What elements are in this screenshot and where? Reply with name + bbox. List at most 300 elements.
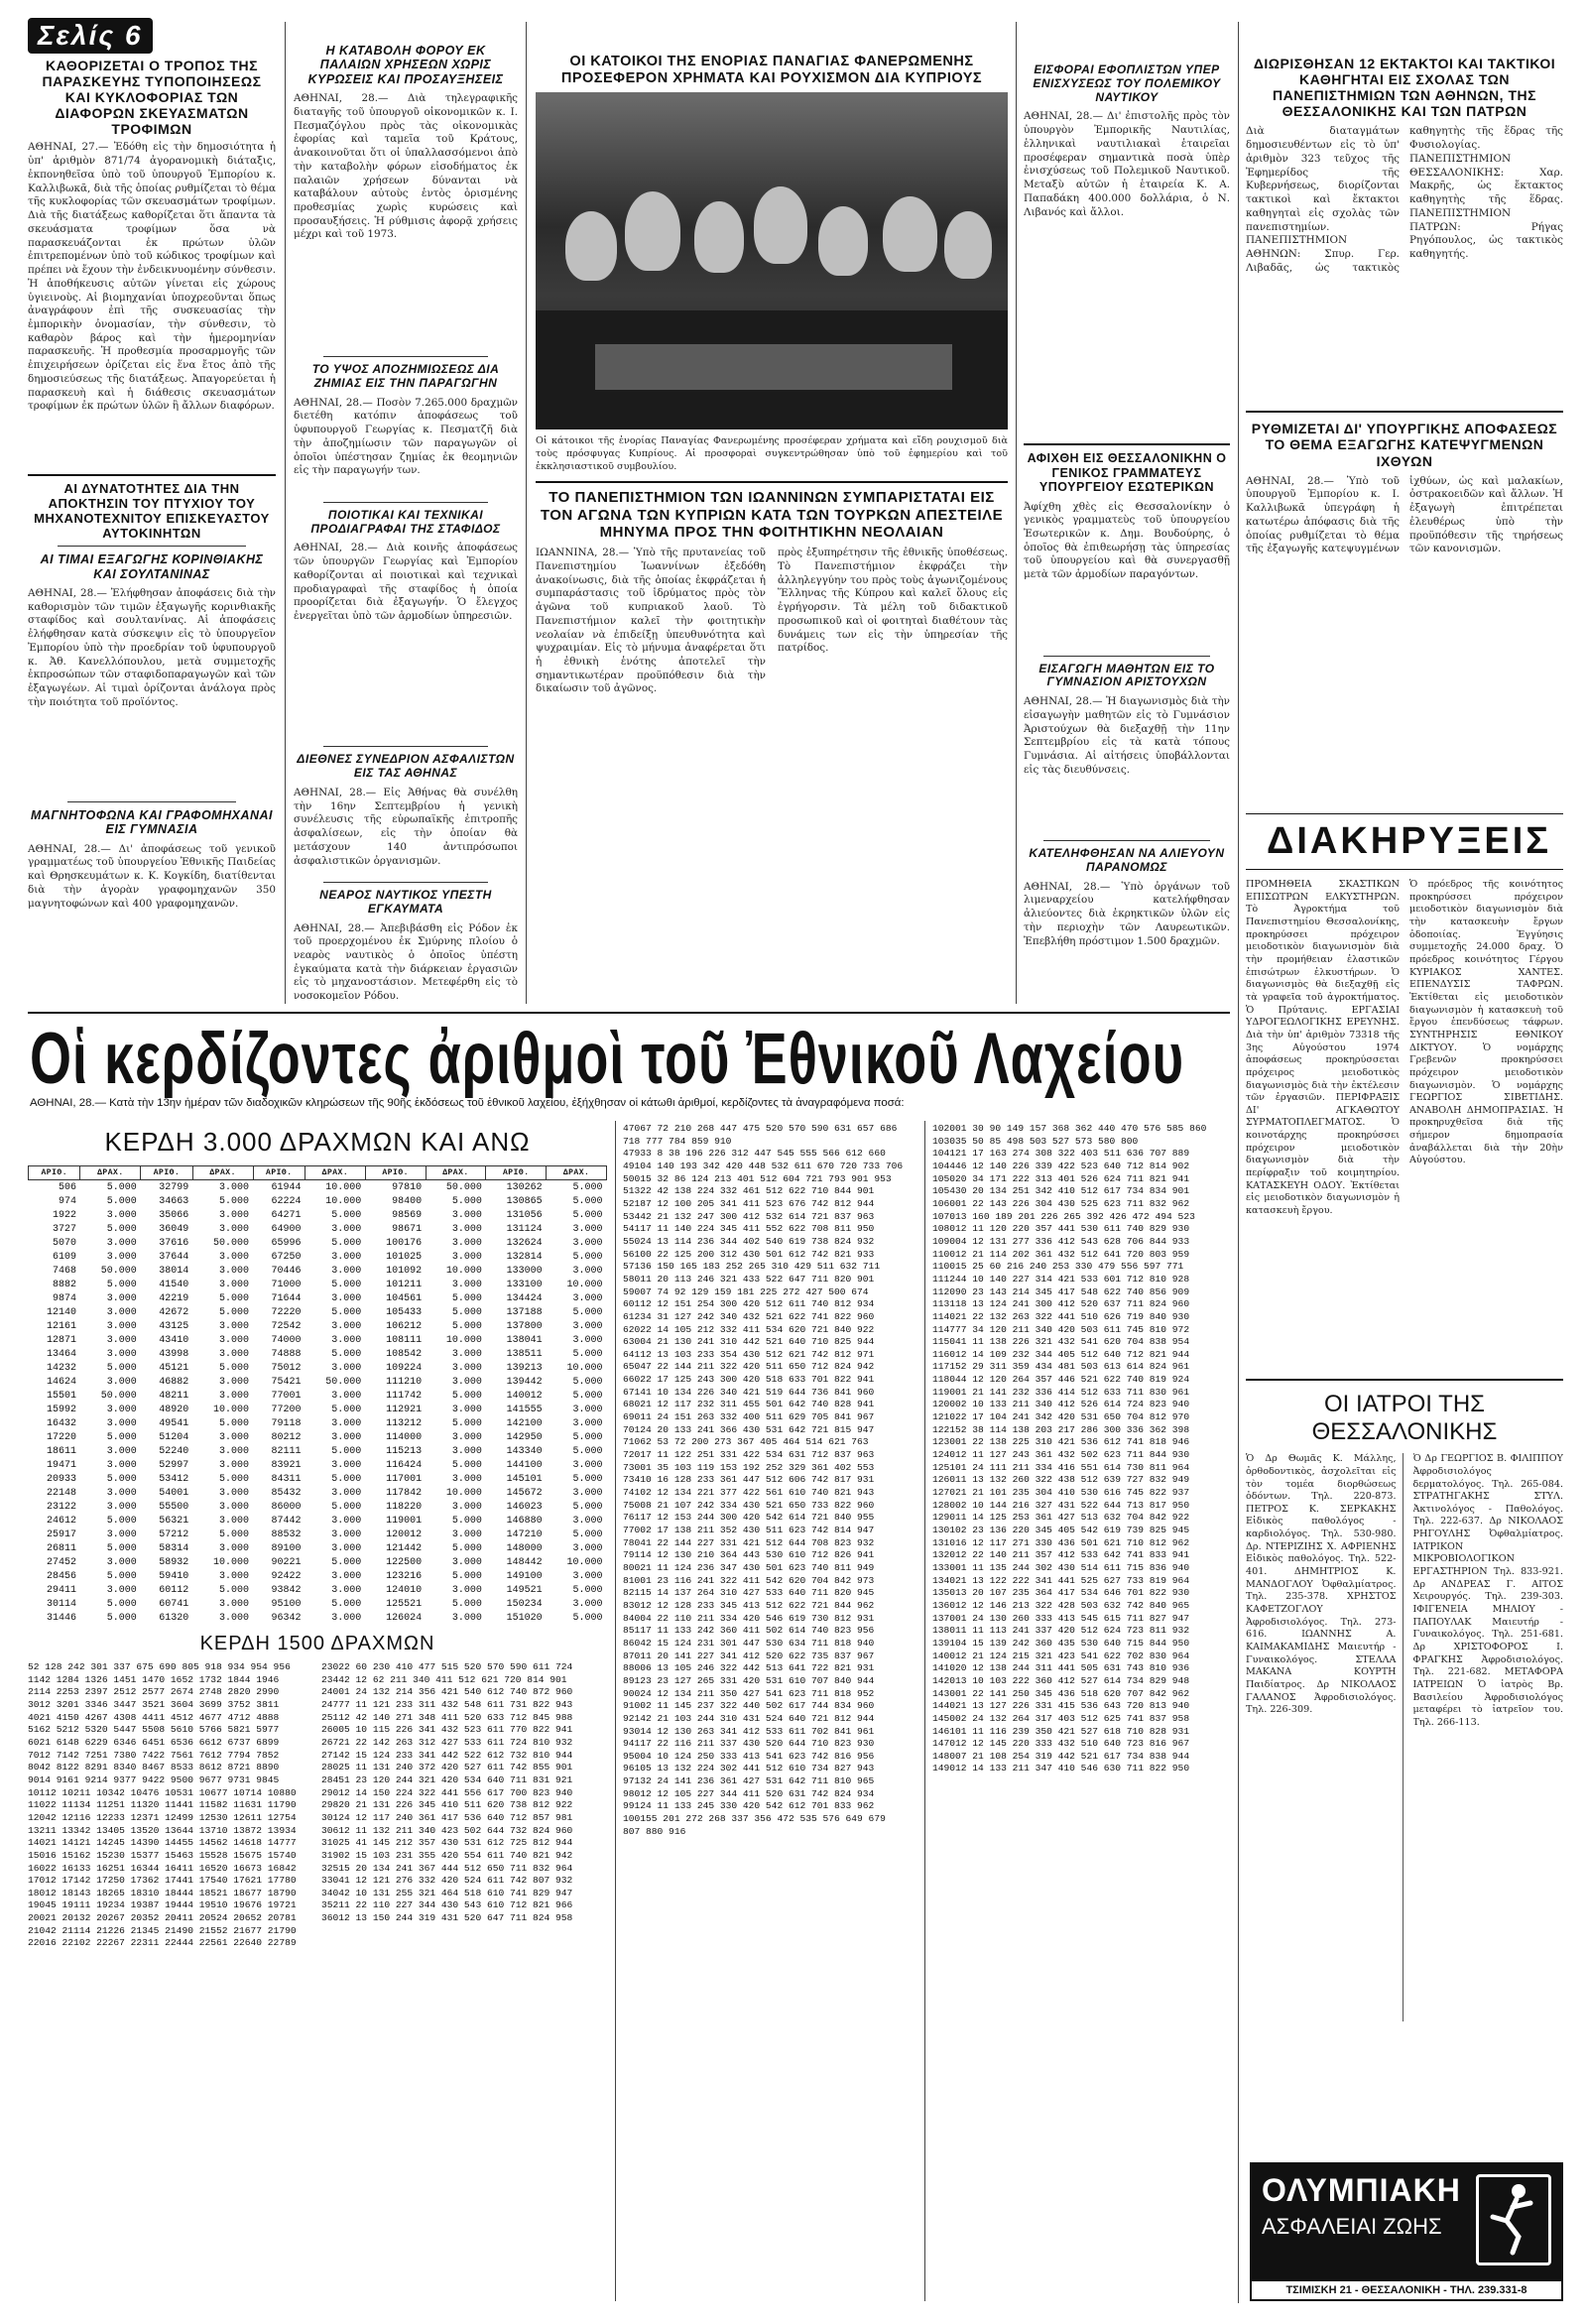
prize-amount: 3.000 xyxy=(451,1348,482,1360)
prize-amount: 3.000 xyxy=(331,1515,362,1527)
prize-amount: 5.000 xyxy=(106,1598,137,1610)
prize-amount: 3.000 xyxy=(572,1542,603,1554)
prize-amount: 5.000 xyxy=(219,1195,250,1207)
story-body: ΑΘΗΝΑΙ, 28.— Εἰς Ἀθήνας θὰ συνέλθη τὴν 16ην Σεπτεμβρίου ἡ γενικὴ συνέλευσις τῆς εὐρωπαϊκῆς ἐπιτροπῆς ἀσφαλίσεων, εἰς τὴν ὁποίαν θὰ μετάσχουν 140 ἀντιπρόσωποι ἀσφαλιστικῶν ὀργανισμῶν. xyxy=(294,786,518,867)
story-headline: ΜΑΓΝΗΤΟΦΩΝΑ ΚΑΙ ΓΡΑΦΟΜΗΧΑΝΑΙ ΕΙΣ ΓΥΜΝΑΣΙΑ xyxy=(30,807,274,837)
ticket-number: 34663 xyxy=(159,1195,189,1207)
ticket-number: 138041 xyxy=(506,1334,543,1346)
prize-amount: 10.000 xyxy=(213,1404,250,1415)
table-row xyxy=(29,1208,607,1222)
prize-amount: 3.000 xyxy=(219,1487,250,1499)
ticket-number: 67250 xyxy=(271,1251,302,1263)
prize-amount: 5.000 xyxy=(219,1529,250,1540)
prize-amount: 3.000 xyxy=(331,1251,362,1263)
ad-brand: ΟΛΥΜΠΙΑΚΗ xyxy=(1262,2172,1461,2208)
ticket-number: 3727 xyxy=(52,1223,76,1235)
prize-amount: 10.000 xyxy=(566,1279,603,1290)
number-block: 102001 30 90 149 157 368 362 440 470 576 585 860 103035 50 85 498 503 527 573 580 800 104121 17 163 274 308 322 403 511 636 707 889 104446 12 140 226 339 422 523 640 712 814 902 105020 34 171 222 313 401 526 624 711 821 941 105430 20 134 251 342 410 512 617 734 834 901 106001 22 143 226 304 430 525 623 711 832 962 107013 160 189 201 226 265 392 426 472 494 523 108012 11 120 220 357 441 530 611 740 829 930 109004 12 131 277 336 412 543 628 706 844 933 110012 21 114 202 361 432 512 641 720 803 959 110015 25 60 216 240 253 330 479 556 597 771 111244 10 140 227 314 421 533 601 712 810 928 112090 23 143 214 345 417 548 622 740 856 909 113118 13 124 241 300 412 520 637 711 824 960 114021 22 132 263 322 441 510 626 719 840 930 114777 34 120 211 340 420 503 611 745 810 972 115041 11 138 226 321 432 541 620 704 838 954 116012 14 109 232 344 405 512 640 712 821 944 117152 29 311 359 434 481 503 613 614 824 961 118044 12 120 264 357 446 521 622 740 819 924 119001 21 141 232 336 414 512 633 711 830 961 120002 10 133 211 340 412 526 614 724 823 940 121022 17 104 241 342 420 531 650 704 812 970 122152 38 114 138 203 217 286 300 336 362 398 123001 22 138 225 310 421 536 612 741 818 946 124012 11 127 243 361 432 502 623 711 844 930 125101 24 111 211 334 416 551 614 730 811 964 126011 13 132 260 322 438 512 639 727 832 949 127021 21 101 235 304 410 530 616 745 822 937 128002 10 144 216 327 431 522 644 713 817 950 129011 14 125 253 361 427 513 632 704 842 922 130102 23 136 220 345 405 542 619 739 825 945 131016 12 117 271 330 436 501 621 710 812 962 132012 22 140 211 357 412 533 642 741 833 941 133001 11 135 244 302 430 514 611 715 836 940 134021 13 122 222 341 441 525 627 733 819 964 135013 20 107 235 364 417 534 646 701 822 930 136012 12 146 213 322 428 503 632 742 840 965 137001 24 130 260 333 413 545 615 711 827 947 138011 11 113 241 337 420 512 624 723 811 932 139104 15 139 242 360 435 530 640 715 844 950 140012 21 124 215 321 423 541 622 702 830 964 141020 12 138 244 311 441 505 631 743 810 936 142013 10 103 222 360 412 527 614 734 829 948 143001 22 141 250 345 436 518 620 707 842 962 144021 13 127 226 331 415 536 643 720 813 940 145002 24 132 264 317 403 512 625 741 837 958 146101 11 116 239 350 421 527 618 710 828 931 147012 12 145 220 333 432 510 640 723 816 967 148007 21 108 254 319 442 521 617 734 838 944 149012 14 133 211 347 410 546 630 711 822 950 xyxy=(932,1123,1207,1774)
ticket-number: 52240 xyxy=(159,1445,189,1457)
prize-amount: 3.000 xyxy=(572,1237,603,1249)
ticket-number: 145672 xyxy=(506,1487,543,1499)
ticket-number: 134424 xyxy=(506,1292,543,1304)
ticket-number: 132814 xyxy=(506,1251,543,1263)
ticket-number: 43998 xyxy=(159,1348,189,1360)
lottery-numbers-2 xyxy=(623,1123,916,2303)
prize-amount: 3.000 xyxy=(106,1209,137,1221)
story-headline: Η ΚΑΤΑΒΟΛΗ ΦΟΡΟΥ ΕΚ ΠΑΛΑΙΩΝ ΧΡΗΣΕΩΝ ΧΩΡΙΣ ΚΥΡΩΣΕΙΣ ΚΑΙ ΠΡΟΣΑΥΞΗΣΕΙΣ xyxy=(307,44,504,86)
ticket-number: 79118 xyxy=(271,1417,302,1429)
ticket-number: 146023 xyxy=(506,1501,543,1513)
table-row xyxy=(29,1583,607,1597)
prize-amount: 50.000 xyxy=(100,1265,137,1277)
prize-amount: 3.000 xyxy=(331,1362,362,1374)
ticket-number: 7468 xyxy=(52,1265,76,1277)
prize-amount: 10.000 xyxy=(325,1195,362,1207)
ticket-number: 56321 xyxy=(159,1515,189,1527)
prize-amount: 5.000 xyxy=(572,1306,603,1318)
prize-amount: 5.000 xyxy=(451,1390,482,1402)
prize-amount: 5.000 xyxy=(219,1417,250,1429)
ticket-number: 77200 xyxy=(271,1404,302,1415)
ticket-number: 58932 xyxy=(159,1556,189,1568)
prize-amount: 3.000 xyxy=(331,1529,362,1540)
ticket-number: 151020 xyxy=(506,1612,543,1624)
ticket-number: 9874 xyxy=(52,1292,76,1304)
ticket-number: 93842 xyxy=(271,1584,302,1596)
ticket-number: 75421 xyxy=(271,1376,302,1388)
ticket-number: 20933 xyxy=(46,1473,76,1485)
prize-amount: 5.000 xyxy=(106,1181,137,1193)
ticket-number: 61944 xyxy=(271,1181,302,1193)
ticket-number: 142950 xyxy=(506,1431,543,1443)
prize-amount: 10.000 xyxy=(325,1181,362,1193)
prize-amount: 3.000 xyxy=(219,1251,250,1263)
table-row xyxy=(29,1403,607,1416)
prize-amount: 5.000 xyxy=(219,1473,250,1485)
ticket-number: 31446 xyxy=(46,1612,76,1624)
ticket-number: 97810 xyxy=(392,1181,423,1193)
prize-amount: 3.000 xyxy=(572,1515,603,1527)
ticket-number: 140012 xyxy=(506,1390,543,1402)
prize-amount: 5.000 xyxy=(572,1612,603,1624)
ticket-number: 144100 xyxy=(506,1459,543,1471)
ticket-number: 17220 xyxy=(46,1431,76,1443)
ticket-number: 64271 xyxy=(271,1209,302,1221)
story-headline: ΡΥΘΜΙΖΕΤΑΙ ΔΙ' ΥΠΟΥΡΓΙΚΗΣ ΑΠΟΦΑΣΕΩΣ ΤΟ ΘΕΜΑ ΕΞΑΓΩΓΗΣ ΚΑΤΕΨΥΓΜΕΝΩΝ ΙΧΘΥΩΝ xyxy=(1251,421,1558,469)
ticket-number: 59410 xyxy=(159,1570,189,1582)
ticket-number: 51204 xyxy=(159,1431,189,1443)
table-row xyxy=(29,1250,607,1264)
prize-amount: 10.000 xyxy=(566,1362,603,1374)
ticket-number: 65996 xyxy=(271,1237,302,1249)
ticket-number: 506 xyxy=(58,1181,76,1193)
ticket-number: 74000 xyxy=(271,1334,302,1346)
prize-amount: 5.000 xyxy=(451,1292,482,1304)
table-row xyxy=(29,1319,607,1333)
prize-amount: 5.000 xyxy=(331,1473,362,1485)
prize-amount: 3.000 xyxy=(331,1390,362,1402)
ticket-number: 29411 xyxy=(46,1584,76,1596)
story-body: Διὰ διαταγμάτων δημοσιευθέντων εἰς τὸ ὑπ' ἀριθμὸν 323 τεῦχος τῆς Ἐφημερίδος τῆς Κυβερνήσεως, διορίζονται τακτικοὶ καὶ ἔκτακτοι καθηγηταὶ εἰς σχολὰς τῶν πανεπιστημίων. ΠΑΝΕΠΙΣΤΗΜΙΟΝ ΑΘΗΝΩΝ: Σπυρ. Γερ. Λιβαδᾶς, ὡς τακτικὸς καθηγητὴς τῆς ἕδρας τῆς Φυσιολογίας. ΠΑΝΕΠΙΣΤΗΜΙΟΝ ΘΕΣΣΑΛΟΝΙΚΗΣ: Χαρ. Μακρῆς, ὡς ἔκτακτος καθηγητὴς τῆς ἕδρας. ΠΑΝΕΠΙΣΤΗΜΙΟΝ ΠΑΤΡΩΝ: Ρήγας Ρηγόπουλος, ὡς τακτικὸς καθηγητής. xyxy=(1246,125,1563,274)
prize-amount: 3.000 xyxy=(106,1501,137,1513)
story-headline: ΝΕΑΡΟΣ ΝΑΥΤΙΚΟΣ ΥΠΕΣΤΗ ΕΓΚΑΥΜΑΤΑ xyxy=(319,887,492,916)
prize-amount: 50.000 xyxy=(100,1390,137,1402)
lottery-title: Οἱ κερδίζοντες ἀριθμοὶ τοῦ Ἐθνικοῦ Λαχείου xyxy=(30,1019,1185,1100)
prize-amount: 3.000 xyxy=(451,1431,482,1443)
story-body: ΙΩΑΝΝΙΝΑ, 28.— Ὑπὸ τῆς πρυτανείας τοῦ Πανεπιστημίου Ἰωαννίνων ἐξεδόθη ἀνακοίνωσις, διὰ τῆς ὁποίας ἐκφράζεται ἡ συμπαράστασις τοῦ ἱδρύματος πρὸς τὸν ἀγῶνα τοῦ κυπριακοῦ λαοῦ. Τὸ Πανεπιστήμιον καλεῖ τὴν φοιτητικὴν νεολαίαν νὰ ἐπιδείξῃ ὑπευθυνότητα καὶ ψυχραιμίαν. Εἰς τὸ μήνυμα ἀναφέρεται ὅτι ἡ ἐθνικὴ ἑνότης ἀποτελεῖ τὴν σημαντικωτέραν προϋπόθεσιν διὰ τὴν δικαίωσιν τοῦ ἀγῶνος. xyxy=(536,547,766,695)
prize-amount: 5.000 xyxy=(331,1445,362,1457)
prize-amount: 5.000 xyxy=(572,1501,603,1513)
ticket-number: 92422 xyxy=(271,1570,302,1582)
ticket-number: 8882 xyxy=(52,1279,76,1290)
prize-amount: 3.000 xyxy=(106,1417,137,1429)
prize-amount: 10.000 xyxy=(445,1334,482,1346)
table-row xyxy=(29,1486,607,1500)
ticket-number: 149100 xyxy=(506,1570,543,1582)
ticket-number: 84311 xyxy=(271,1473,302,1485)
ticket-number: 122500 xyxy=(386,1556,423,1568)
story-body: ΑΘΗΝΑΙ, 28.— Ποσὸν 7.265.000 δραχμῶν διετέθη κατόπιν ἀποφάσεως τοῦ ὑφυπουργοῦ Γεωργίας κ. Πεσματζῆ διὰ τὴν ἀποζημίωσιν τῶν παραγωγῶν οἱ ὁποῖοι ὑπέστησαν ζημίας ἐκ θεομηνιῶν εἰς τὴν παραγωγήν των. xyxy=(294,396,518,477)
ticket-number: 13464 xyxy=(46,1348,76,1360)
prize-amount: 5.000 xyxy=(572,1584,603,1596)
story-body: ΑΘΗΝΑΙ, 28.— Διὰ τηλεγραφικῆς διαταγῆς τοῦ ὑπουργοῦ οἰκονομικῶν κ. Ι. Πεσμαζόγλου πρὸς τὰς οἰκονομικὰς ἐφορίας καὶ ταμεῖα τοῦ Κράτους, ἀνακοινοῦται ὅτι οἱ ὑπαλλασσόμενοι ἀπὸ τὴν καταβολὴν φόρων εἰσοδήματος ἐκ παλαιῶν χρήσεων δύνανται νὰ καταβάλουν αὐτοὺς ἐντὸς ὁρισμένης προθεσμίας χωρὶς κυρώσεις καὶ προσαυξήσεις. Ἡ ρύθμισις ἀφορᾷ χρήσεις μέχρι καὶ τοῦ 1973. xyxy=(294,92,518,241)
prize-amount: 10.000 xyxy=(566,1556,603,1568)
ticket-number: 62224 xyxy=(271,1195,302,1207)
doctors-list: Ὁ Δρ ΓΕΩΡΓΙΟΣ Β. ΦΙΛΙΠΠΟΥ Ἀφροδισιολόγος δερματολόγος. Τηλ. 265-084. ΣΤΡΑΤΗΓΑΚΗΣ ΣΤΥΛ. Ἀκτινολόγος - Παθολόγος. Τηλ. 222-637. Δρ ΝΙΚΟΛΑΟΣ ΡΗΓΟΥΛΗΣ Ὀφθαλμίατρος. ΙΑΤΡΙΚΟΝ ΜΙΚΡΟΒΙΟΛΟΓΙΚΟΝ ΕΡΓΑΣΤΗΡΙΟΝ Τηλ. 833-921. Δρ ΑΝΔΡΕΑΣ Γ. ΑΙΤΟΣ Χειρουργός. Τηλ. 239-303. ΙΦΙΓΕΝΕΙΑ ΜΗΛΙΟΥ - ΠΑΠΟΥΛΑΚ Μαιευτήρ - Γυναικολόγος. Τηλ. 251-681. Δρ ΧΡΙΣΤΟΦΟΡΟΣ Ι. ΦΡΑΓΚΗΣ Ἀφροδισιολόγος. Τηλ. 221-682. ΜΕΤΑΦΟΡΑ ΙΑΤΡΕΙΩΝ Ὁ ἰατρὸς Βρ. Βασιλείου Ἀφροδισιολόγος μεταφέρει τὸ ἰατρεῖον του. Τηλ. 266-113. xyxy=(1412,1453,1563,1728)
ticket-number: 43125 xyxy=(159,1320,189,1332)
ticket-number: 89100 xyxy=(271,1542,302,1554)
story-headline: ΚΑΤΕΛΗΦΘΗΣΑΝ ΝΑ ΑΛΙΕΥΟΥΝ ΠΑΡΑΝΟΜΩΣ xyxy=(1029,846,1225,874)
prizes-header: ΚΕΡΔΗ 3.000 ΔΡΑΧΜΩΝ ΚΑΙ ΑΝΩ xyxy=(104,1127,531,1157)
doctors-title: ΟΙ ΙΑΤΡΟΙ ΤΗΣ ΘΕΣΣΑΛΟΝΙΚΗΣ xyxy=(1311,1391,1498,1445)
ticket-number: 142100 xyxy=(506,1417,543,1429)
prize-amount: 3.000 xyxy=(331,1459,362,1471)
story-body: ΑΘΗΝΑΙ, 28.— Διὰ κοινῆς ἀποφάσεως τῶν ὑπουργῶν Γεωργίας καὶ Ἐμπορίου καθορίζονται αἱ ποιοτικαὶ καὶ τεχνικαὶ προδιαγραφαὶ τῆς σταφίδος ἡ ὁποία προορίζεται διὰ ἐξαγωγήν. Ὁ ἔλεγχος ἐνεργεῖται ὑπὸ τῶν ἁρμοδίων ὑπηρεσιῶν. xyxy=(294,542,518,622)
ticket-number: 101211 xyxy=(386,1279,423,1290)
prize-amount: 3.000 xyxy=(219,1279,250,1290)
notices-banner-label: ΔΙΑΚΗΡΥΞΕΙΣ xyxy=(1246,817,1572,866)
prize-amount: 5.000 xyxy=(331,1348,362,1360)
prize-amount: 3.000 xyxy=(106,1348,137,1360)
prize-amount: 5.000 xyxy=(572,1181,603,1193)
prize-amount: 3.000 xyxy=(451,1529,482,1540)
prize-amount: 5.000 xyxy=(572,1251,603,1263)
ticket-number: 132624 xyxy=(506,1237,543,1249)
ticket-number: 71000 xyxy=(271,1279,302,1290)
prize-amount: 50.000 xyxy=(445,1181,482,1193)
ticket-number: 131124 xyxy=(506,1223,543,1235)
table-row xyxy=(29,1361,607,1375)
ticket-number: 23122 xyxy=(46,1501,76,1513)
prize-amount: 3.000 xyxy=(219,1209,250,1221)
prize-amount: 5.000 xyxy=(451,1542,482,1554)
ticket-number: 15501 xyxy=(46,1390,76,1402)
ticket-number: 113212 xyxy=(386,1417,423,1429)
story-headline: ΤΟ ΠΑΝΕΠΙΣΤΗΜΙΟΝ ΤΩΝ ΙΩΑΝΝΙΝΩΝ ΣΥΜΠΑΡΙΣΤΑΤΑΙ ΕΙΣ ΤΟΝ ΑΓΩΝΑ ΤΩΝ ΚΥΠΡΙΩΝ ΚΑΤΑ ΤΩΝ ΤΟΥΡΚΩΝ ΑΠΕΣΤΕΙΛΕ ΜΗΝΥΜΑ ΠΡΟΣ ΤΗΝ ΦΟΙΤΗΤΙΚΗΝ ΝΕΟΛΑΙΑΝ xyxy=(540,489,1004,541)
prize-amount: 3.000 xyxy=(219,1223,250,1235)
prize-amount: 3.000 xyxy=(451,1376,482,1388)
doctors-list: Ὁ Δρ Θωμᾶς Κ. Μάλλης, ὀρθοδοντικὸς, ἀσχολεῖται εἰς τὸν τομέα διορθώσεως ὀδόντων. Τηλ. 220-873. ΠΕΤΡΟΣ Κ. ΣΕΡΚΑΚΗΣ Εἰδικὸς παθολόγος - καρδιολόγος. Τηλ. 530-980. Δρ. ΝΤΕΡΙΖΙΗΣ Χ. ΑΦΡΙΕΝΗΣ Εἰδικὸς παθολόγος. Τηλ. 522-401. ΔΗΜΗΤΡΙΟΣ Κ. ΜΑΝΔΟΓΛΟΥ Ὀφθαλμίατρος. Τηλ. 235-378. ΧΡΗΣΤΟΣ ΚΑΦΕΤΖΟΓΛΟΥ Ἀφροδισιολόγος. Τηλ. 273-616. ΙΩΑΝΝΗΣ Α. ΚΑΙΜΑΚΑΜΙΔΗΣ Μαιευτήρ - Γυναικολόγος. ΣΤΕΛΛΑ ΜΑΚΑΝΑ ΚΟΥΡΤΗ Παιδίατρος. Δρ ΝΙΚΟΛΑΟΣ ΓΑΛΑΝΟΣ Ἀφροδισιολόγος. Τηλ. 226-309. xyxy=(1246,1453,1404,2021)
column-1 xyxy=(28,18,276,1020)
number-block: 47067 72 210 268 447 475 520 570 590 631 657 686 718 777 784 859 910 47933 8 38 196 226 312 447 545 555 566 612 660 49104 140 193 342 420 448 532 611 670 720 733 706 50015 32 86 124 213 401 512 604 721 793 901 953 51322 42 138 224 332 461 512 622 710 844 901 52187 12 100 205 341 411 523 676 742 812 944 53442 21 132 247 300 412 532 614 721 837 963 54117 11 140 224 345 411 552 622 708 811 950 55024 13 114 236 344 402 540 619 738 824 932 56100 22 125 200 312 430 501 612 742 821 933 57136 150 165 183 252 265 310 429 511 632 711 58011 20 113 246 321 433 522 647 711 820 901 59007 74 92 129 159 181 225 272 427 500 674 60112 12 151 254 300 420 512 611 740 812 934 61234 31 127 242 340 432 521 622 741 822 960 62022 14 105 212 332 411 534 620 721 840 922 63004 21 130 241 310 442 521 640 710 825 944 64112 13 103 233 354 430 512 621 742 812 971 65047 22 144 211 322 420 511 650 712 824 942 66022 17 125 243 300 420 518 633 701 822 941 67141 10 134 226 340 421 519 644 736 841 960 68021 12 117 232 311 455 501 642 740 828 941 69011 24 151 263 332 400 511 629 705 841 967 70124 20 133 241 366 430 531 642 721 815 947 71062 53 72 200 273 367 405 464 514 621 763 72017 11 122 251 331 422 534 631 712 837 963 73001 35 103 119 153 192 252 329 361 402 553 73410 16 128 233 361 447 512 606 742 817 931 74102 12 134 221 377 422 561 610 740 821 943 75008 21 107 242 334 430 521 650 733 822 960 76117 12 153 244 300 420 542 614 721 840 955 77002 17 138 211 352 430 511 623 742 814 947 78041 22 144 227 331 421 512 644 708 823 932 79114 12 130 210 364 443 530 610 712 826 941 80021 11 124 236 347 430 501 623 740 811 949 81001 23 116 241 322 411 542 620 704 842 973 82115 14 137 264 310 427 533 640 711 820 945 83012 12 128 233 345 413 512 622 721 844 962 84004 22 110 211 334 420 546 619 730 812 931 85117 11 133 242 360 411 502 614 740 823 956 86042 15 124 231 301 447 530 634 711 818 940 87011 20 141 227 341 412 520 622 735 837 967 88006 13 105 246 322 442 513 641 722 821 931 89123 23 127 265 331 420 531 610 707 840 944 90024 12 134 211 350 427 541 623 711 818 952 91002 11 145 237 322 440 502 617 744 834 960 92142 21 103 244 310 431 524 640 721 812 944 93014 12 130 263 341 412 533 611 702 841 961 94117 22 116 211 337 430 520 644 710 823 930 95004 10 124 250 333 413 541 623 742 816 956 96105 13 132 224 302 441 512 610 734 827 943 97132 24 141 236 361 427 531 642 711 810 965 98012 12 105 227 344 411 520 631 742 824 934 99124 11 133 245 330 420 542 612 701 833 962 100155 201 272 268 337 356 472 535 576 649 679 807 880 916 xyxy=(623,1123,904,1837)
prize-amount: 3.000 xyxy=(106,1237,137,1249)
ticket-number: 72542 xyxy=(271,1320,302,1332)
ticket-number: 146880 xyxy=(506,1515,543,1527)
ticket-number: 139442 xyxy=(506,1376,543,1388)
prize-amount: 3.000 xyxy=(451,1584,482,1596)
ticket-number: 117001 xyxy=(386,1473,423,1485)
prize-amount: 3.000 xyxy=(219,1390,250,1402)
table-row xyxy=(29,1416,607,1430)
prize-column-header: ΔΡΑΧ. xyxy=(426,1166,486,1180)
table-row xyxy=(29,1278,607,1291)
ticket-number: 36049 xyxy=(159,1223,189,1235)
prize-amount: 3.000 xyxy=(331,1292,362,1304)
ad-logo xyxy=(1476,2174,1551,2265)
ticket-number: 125521 xyxy=(386,1598,423,1610)
table-row xyxy=(29,1500,607,1514)
prize-table xyxy=(28,1165,607,1625)
story-headline: ΤΟ ΥΨΟΣ ΑΠΟΖΗΜΙΩΣΕΩΣ ΔΙΑ ΖΗΜΙΑΣ ΕΙΣ ΤΗΝ ΠΑΡΑΓΩΓΗΝ xyxy=(311,362,500,390)
table-row xyxy=(29,1472,607,1486)
ticket-number: 141555 xyxy=(506,1404,543,1415)
prize-amount: 5.000 xyxy=(106,1570,137,1582)
prize-amount: 5.000 xyxy=(106,1279,137,1290)
prize-amount: 5.000 xyxy=(572,1376,603,1388)
story-body: πρὸς ἐξυπηρέτησιν τῆς ἐθνικῆς ὑποθέσεως. Τὸ Πανεπιστήμιον ἐκφράζει τὴν ἀλληλεγγύην του πρὸς τοὺς ἀγωνιζομένους Ἕλληνας τῆς Κύπρου καὶ καλεῖ ὅλους εἰς ἐγρήγορσιν. Τὰ μέλη τοῦ διδακτικοῦ προσωπικοῦ καὶ οἱ φοιτηταὶ διαθέτουν τὰς δυνάμεις των εἰς τὴν ὑπηρεσίαν τῆς πατρίδος. xyxy=(778,547,1008,655)
prize-amount: 3.000 xyxy=(106,1584,137,1596)
ticket-number: 124010 xyxy=(386,1584,423,1596)
ticket-number: 15992 xyxy=(46,1404,76,1415)
prize-amount: 3.000 xyxy=(451,1473,482,1485)
column-2 xyxy=(294,18,518,1020)
prize-amount: 3.000 xyxy=(331,1487,362,1499)
ticket-number: 145101 xyxy=(506,1473,543,1485)
ticket-number: 14624 xyxy=(46,1376,76,1388)
lottery-main xyxy=(28,1119,607,2299)
story-body: ΑΘΗΝΑΙ, 27.— Ἐδόθη εἰς τὴν δημοσιότητα ἡ ὑπ' ἀριθμὸν 871/74 ἀγορανομικὴ διάταξις, ἐκπονηθεῖσα ὑπὸ τοῦ ὑπουργοῦ Ἐμπορίου κ. Καλλιβωκᾶ, διὰ τῆς ὁποίας ρυθμίζεται τὸ θέμα τῆς κυκλοφορίας τῶν σκευασμάτων τροφίμων. Διὰ τῆς διατάξεως καθορίζεται ὅτι ἅπαντα τὰ σκευάσματα τροφίμων ὅσα νὰ παρασκευάζονται ἐκ πρώτων ὑλῶν ἐπιτρεπομένων ὑπὸ τοῦ κώδικος τροφίμων καὶ πρέπει νὰ ἔχουν τὴν ἐνδεικνυομένην σύνθεσιν. Ἡ ἀποθήκευσις αὐτῶν γίνεται εἰς χώρους ὑγιεινοὺς. Αἱ βιομηχανίαι ὑποχρεοῦνται ὅπως ἀναγράφουν ἐπὶ τῆς συσκευασίας τὴν ἐμπορικὴν ὀνομασίαν, τὴν σύνθεσιν, τὸ καθαρὸν βάρος καὶ τὴν ἡμερομηνίαν παρασκευῆς. Ἡ προθεσμία προσαρμογῆς τῶν ἐπιχειρήσεων ὁρίζεται εἰς ἕνα ἔτος ἀπὸ τῆς δημοσιεύσεως τῆς διατάξεως. Ἀπαγορεύεται ἡ παρασκευὴ καὶ ἡ διάθεσις σκευασμάτων τροφίμων ἐκ πρώτων ὑλῶν ἢ ἄλλων διαφόρων. xyxy=(28,141,276,413)
prize-amount: 3.000 xyxy=(451,1404,482,1415)
table-row xyxy=(29,1180,607,1195)
ticket-number: 114000 xyxy=(386,1431,423,1443)
ticket-number: 120012 xyxy=(386,1529,423,1540)
ticket-number: 148442 xyxy=(506,1556,543,1568)
prize-amount: 3.000 xyxy=(219,1376,250,1388)
prize-amount: 3.000 xyxy=(572,1292,603,1304)
prize-amount: 3.000 xyxy=(572,1265,603,1277)
table-row xyxy=(29,1514,607,1528)
ticket-number: 32799 xyxy=(159,1181,189,1193)
ticket-number: 88532 xyxy=(271,1529,302,1540)
prize-amount: 5.000 xyxy=(451,1598,482,1610)
prize-amount: 5.000 xyxy=(219,1306,250,1318)
ticket-number: 71644 xyxy=(271,1292,302,1304)
prize-amount: 3.000 xyxy=(451,1237,482,1249)
ticket-number: 149521 xyxy=(506,1584,543,1596)
ticket-number: 100176 xyxy=(386,1237,423,1249)
story-body: ΑΘΗΝΑΙ, 28.— Ὑπὸ ὀργάνων τοῦ λιμεναρχείου κατελήφθησαν ἁλιεύοντες διὰ ἐκρηκτικῶν ὑλῶν εἰς τὴν περιοχὴν τῶν Λαυρεωτικῶν. Ἐπεβλήθη πρόστιμον 1.500 δραχμῶν. xyxy=(1024,880,1230,947)
ticket-number: 30114 xyxy=(46,1598,76,1610)
prize-amount: 5.000 xyxy=(106,1195,137,1207)
story-headline: ΕΙΣΑΓΩΓΗ ΜΑΘΗΤΩΝ ΕΙΣ ΤΟ ΓΥΜΝΑΣΙΟΝ ΑΡΙΣΤΟΥΧΩΝ xyxy=(1038,661,1215,689)
table-row xyxy=(29,1458,607,1472)
prize-amount: 3.000 xyxy=(219,1320,250,1332)
ticket-number: 54001 xyxy=(159,1487,189,1499)
story-headline: ΑΦΙΧΘΗ ΕΙΣ ΘΕΣΣΑΛΟΝΙΚΗΝ Ο ΓΕΝΙΚΟΣ ΓΡΑΜΜΑΤΕΥΣ ΥΠΟΥΡΓΕΙΟΥ ΕΣΩΤΕΡΙΚΩΝ xyxy=(1027,451,1227,495)
ticket-number: 150234 xyxy=(506,1598,543,1610)
prize-column-header: ΔΡΑΧ. xyxy=(305,1166,366,1180)
ticket-number: 133000 xyxy=(506,1265,543,1277)
prize-amount: 3.000 xyxy=(572,1320,603,1332)
ticket-number: 112921 xyxy=(386,1404,423,1415)
column-5 xyxy=(1024,18,1230,1020)
ticket-number: 109224 xyxy=(386,1362,423,1374)
prize-amount: 5.000 xyxy=(451,1320,482,1332)
prize-amount: 5.000 xyxy=(451,1570,482,1582)
ticket-number: 42672 xyxy=(159,1306,189,1318)
prize-amount: 5.000 xyxy=(572,1473,603,1485)
prize-amount: 5.000 xyxy=(331,1501,362,1513)
ticket-number: 111210 xyxy=(386,1376,423,1388)
ticket-number: 60741 xyxy=(159,1598,189,1610)
prize-amount: 3.000 xyxy=(106,1404,137,1415)
prize-column-header: ΔΡΑΧ. xyxy=(192,1166,253,1180)
notices-block xyxy=(1246,879,1563,1365)
ad-line: ΑΣΦΑΛΕΙΑΙ ΖΩΗΣ xyxy=(1262,2214,1442,2239)
story-body: ΑΘΗΝΑΙ, 28.— Ἀπεβιβάσθη εἰς Ρόδον ἐκ τοῦ προερχομένου ἐκ Σμύρνης πλοίου ὁ νεαρὸς ναυτικὸς ὁ ὁποῖος ὑπέστη ἐγκαύματα κατὰ τὴν διάρκειαν ἐργασιῶν εἰς τὸ μηχανοστάσιον. Μετεφέρθη εἰς τὸ νοσοκομεῖον Ρόδου. xyxy=(294,921,518,1003)
prize-amount: 3.000 xyxy=(331,1223,362,1235)
table-row xyxy=(29,1569,607,1583)
prize-amount: 3.000 xyxy=(572,1404,603,1415)
prize-amount: 5.000 xyxy=(572,1529,603,1540)
ticket-number: 148000 xyxy=(506,1542,543,1554)
lottery-subtitle: ΑΘΗΝΑΙ, 28.— Κατὰ τὴν 13ην ἡμέραν τῶν διαδοχικῶν κληρώσεων τῆς 90ῆς ἐκδόσεως τοῦ ἐθνικοῦ λαχείου, ἐξήχθησαν οἱ κάτωθι ἀριθμοί, κερδίζοντες τὰ ἀναγραφόμενα ποσά: xyxy=(30,1097,905,1109)
ticket-number: 98400 xyxy=(392,1195,423,1207)
prize-amount: 5.000 xyxy=(219,1362,250,1374)
prize-amount: 5.000 xyxy=(331,1279,362,1290)
section-badge: Σελίς 6 xyxy=(28,18,153,54)
prize-amount: 3.000 xyxy=(451,1612,482,1624)
ticket-number: 12871 xyxy=(46,1334,76,1346)
prize-amount: 10.000 xyxy=(445,1265,482,1277)
story-headline: ΠΟΙΟΤΙΚΑΙ ΚΑΙ ΤΕΧΝΙΚΑΙ ΠΡΟΔΙΑΓΡΑΦΑΙ ΤΗΣ ΣΤΑΦΙΔΟΣ xyxy=(310,507,501,536)
table-row xyxy=(29,1555,607,1569)
prize-amount: 10.000 xyxy=(445,1487,482,1499)
prize-amount: 3.000 xyxy=(331,1265,362,1277)
prize-amount: 5.000 xyxy=(219,1292,250,1304)
discus-thrower-icon xyxy=(1479,2177,1542,2257)
ticket-number: 111742 xyxy=(386,1390,423,1402)
table-row xyxy=(29,1222,607,1236)
prize-amount: 3.000 xyxy=(331,1584,362,1596)
ticket-number: 35066 xyxy=(159,1209,189,1221)
prize-amount: 3.000 xyxy=(219,1612,250,1624)
prize-amount: 3.000 xyxy=(331,1431,362,1443)
ticket-number: 24612 xyxy=(46,1515,76,1527)
table-row xyxy=(29,1347,607,1361)
notice-text: Ὁ πρόεδρος τῆς κοινότητος προκηρύσσει πρόχειρον μειοδοτικὸν διαγωνισμὸν διὰ τὴν κατασκευὴν ἔργων ὀδοποιίας. Ἐγγύησις συμμετοχῆς 24.000 δραχ. Ὁ πρόεδρος κοινότητος Γέργου ΚΥΡΙΑΚΟΣ ΧΑΝΤΕΣ. ΕΠΕΝΔΥΣΙΣ ΤΑΦΡΩΝ. Ἐκτίθεται εἰς μειοδοτικὸν διαγωνισμὸν ἡ κατασκευὴ τοῦ ἔργου ἐπενδύσεως τάφρων. ΣΥΝΤΗΡΗΣΙΣ ΕΘΝΙΚΟΥ ΔΙΚΤΥΟΥ. Ὁ νομάρχης Γρεβενῶν προκηρύσσει πρόχειρον μειοδοτικὸν διαγωνισμὸν. Ὁ νομάρχης ΓΕΩΡΓΙΟΣ ΣΙΒΕΤΙΔΗΣ. ΑΝΑΒΟΛΗ ΔΗΜΟΠΡΑΣΙΑΣ. Ἡ προκηρυχθεῖσα διὰ τῆς σήμερον δημοπρασία ἀναβάλλεται διὰ τὴν 20ὴν Αὐγούστου. xyxy=(1409,879,1563,1166)
ticket-number: 52997 xyxy=(159,1459,189,1471)
prize-amount: 5.000 xyxy=(106,1473,137,1485)
ticket-number: 58314 xyxy=(159,1542,189,1554)
ticket-number: 49541 xyxy=(159,1417,189,1429)
prize-amount: 3.000 xyxy=(572,1223,603,1235)
ticket-number: 37644 xyxy=(159,1251,189,1263)
ticket-number: 86000 xyxy=(271,1501,302,1513)
story-headline: ΚΑΘΟΡΙΖΕΤΑΙ Ο ΤΡΟΠΟΣ ΤΗΣ ΠΑΡΑΣΚΕΥΗΣ ΤΥΠΟΠΟΙΗΣΕΩΣ ΚΑΙ ΚΥΚΛΟΦΟΡΙΑΣ ΤΩΝ ΔΙΑΦΟΡΩΝ ΣΚΕΥΑΣΜΑΤΩΝ ΤΡΟΦΙΜΩΝ xyxy=(42,58,262,138)
table-row xyxy=(29,1528,607,1541)
prize-amount: 3.000 xyxy=(219,1334,250,1346)
ticket-number: 72220 xyxy=(271,1306,302,1318)
ticket-number: 104561 xyxy=(386,1292,423,1304)
prize-amount: 5.000 xyxy=(451,1417,482,1429)
ticket-number: 5070 xyxy=(52,1237,76,1249)
ticket-number: 130865 xyxy=(506,1195,543,1207)
story-body: ΑΘΗΝΑΙ, 28.— Ἡ διαγωνισμὸς διὰ τὴν εἰσαγωγὴν μαθητῶν εἰς τὸ Γυμνάσιον Ἀριστούχων θὰ διεξαχθῇ τὴν 11ην Σεπτεμβρίου εἰς τὰ κατὰ τόπους Γυμνάσια. Αἱ αἰτήσεις ὑποβάλλονται εἰς τὰς διευθύνσεις. xyxy=(1024,695,1230,776)
ticket-number: 101092 xyxy=(386,1265,423,1277)
prize-amount: 3.000 xyxy=(219,1431,250,1443)
photo-caption: Οἱ κάτοικοι τῆς ἐνορίας Παναγίας Φανερωμένης προσέφεραν χρήματα καὶ εἴδη ρουχισμοῦ διὰ τοὺς πρόσφυγας Κυπρίους. Αἱ προσφοραὶ συγκεντρώθησαν ὑπὸ τοῦ ἐφημερίου καὶ τοῦ ἐκκλησιαστικοῦ συμβουλίου. xyxy=(536,435,1008,472)
ticket-number: 115213 xyxy=(386,1445,423,1457)
prize-amount: 3.000 xyxy=(451,1445,482,1457)
ticket-number: 131056 xyxy=(506,1209,543,1221)
ticket-number: 123216 xyxy=(386,1570,423,1582)
prize-amount: 5.000 xyxy=(331,1306,362,1318)
prize-table-body xyxy=(29,1180,607,1626)
ticket-number: 26811 xyxy=(46,1542,76,1554)
small-prizes-header: ΚΕΡΔΗ 1500 ΔΡΑΧΜΩΝ xyxy=(199,1633,435,1654)
prize-amount: 3.000 xyxy=(219,1501,250,1513)
ticket-number: 16432 xyxy=(46,1417,76,1429)
prize-amount: 5.000 xyxy=(106,1431,137,1443)
story-body: Ἀφίχθη χθὲς εἰς Θεσσαλονίκην ὁ γενικὸς γραμματεὺς τοῦ ὑπουργείου Ἐσωτερικῶν κ. Δημ. Βουδούρης, ὁ ὁποῖος θὰ ἐπιθεωρήσῃ τὰς ὑπηρεσίας τοῦ ὑπουργείου καὶ θὰ συνεργασθῇ μετὰ τῶν ἁρμοδίων παραγόντων. xyxy=(1024,500,1230,581)
ticket-number: 28456 xyxy=(46,1570,76,1582)
prize-amount: 5.000 xyxy=(331,1237,362,1249)
notice-text: ΠΡΟΜΗΘΕΙΑ ΣΚΑΣΤΙΚΩΝ ΕΠΙΣΩΤΡΩΝ ΕΛΚΥΣΤΗΡΩΝ. Τὸ Ἀγροκτήμα τοῦ Πανεπιστημίου Θεσσαλονίκης, προκηρύσσει πρόχειρον μειοδοτικὸν διαγωνισμὸν διὰ τὴν προμήθειαν ἐλαστικῶν ἐπισώτρων ἐλκυστήρων. Ὁ διαγωνισμὸς θὰ διεξαχθῇ εἰς τὰ γραφεῖα τοῦ ἀγροκτήματος. Ὁ Πρύτανις. ΕΡΓΑΣΙΑΙ ΥΔΡΟΓΕΩΛΟΓΙΚΗΣ ΕΡΕΥΝΗΣ. Διὰ τὴν ὑπ' ἀριθμὸν 73318 τῆς 3ης Αὐγούστου 1974 ἀποφάσεως προκηρύσσεται πρόχειρος μειοδοτικὸς διαγωνισμὸς διὰ τὴν ἐκτέλεσιν τῶν ἐργασιῶν. ΠΕΡΙΦΡΑΞΙΣ ΔΙ' ΑΓΚΑΘΩΤΟΥ ΣΥΡΜΑΤΟΠΛΕΓΜΑΤΟΣ. Ὁ κοινοτάρχης προκηρύσσει πρόχειρον μειοδοτικὸν διαγωνισμὸν διὰ τὴν περίφραξιν τοῦ κοιμητηρίου. ΚΑΤΑΣΚΕΥΗ ΟΔΟΥ. Ἐκτίθεται εἰς μειοδοτικὸν διαγωνισμὸν ἡ κατασκευὴ ἔργου. xyxy=(1246,879,1400,1217)
prize-amount: 5.000 xyxy=(572,1390,603,1402)
ticket-number: 116424 xyxy=(386,1459,423,1471)
prize-amount: 3.000 xyxy=(106,1334,137,1346)
ticket-number: 43410 xyxy=(159,1334,189,1346)
ticket-number: 117842 xyxy=(386,1487,423,1499)
ticket-number: 87442 xyxy=(271,1515,302,1527)
table-row xyxy=(29,1389,607,1403)
prize-amount: 50.000 xyxy=(213,1237,250,1249)
ticket-number: 95100 xyxy=(271,1598,302,1610)
story-headline: ΑΙ ΤΙΜΑΙ ΕΞΑΓΩΓΗΣ ΚΟΡΙΝΘΙΑΚΗΣ ΚΑΙ ΣΟΥΛΤΑΝΙΝΑΣ xyxy=(40,552,264,581)
prize-amount: 5.000 xyxy=(572,1431,603,1443)
prize-amount: 3.000 xyxy=(451,1209,482,1221)
prize-amount: 3.000 xyxy=(451,1556,482,1568)
doctors-block xyxy=(1246,1387,1563,2021)
ticket-number: 101025 xyxy=(386,1251,423,1263)
prize-amount: 3.000 xyxy=(451,1251,482,1263)
ticket-number: 130262 xyxy=(506,1181,543,1193)
prize-amount: 3.000 xyxy=(219,1570,250,1582)
story-body: ΑΘΗΝΑΙ, 28.— Ἐλήφθησαν ἀποφάσεις διὰ τὴν καθορισμὸν τῶν τιμῶν ἐξαγωγῆς κορινθιακῆς σταφίδος καὶ σουλτανίνας. Αἱ ἀποφάσεις ἐλήφθησαν κατὰ σύσκεψιν εἰς τὸ ὑπουργεῖον Ἐμπορίου ὑπὸ τὴν προεδρίαν τοῦ ὑφυπουργοῦ κ. Ἀθ. Κανελλόπουλου, μετὰ συμμετοχῆς ἐκπροσώπων τῶν σταφιδοπαραγωγῶν καὶ τῶν ἐξαγωγέων. Αἱ τιμαὶ ὁρίζονται ἀνάλογα πρὸς τὴν ποιότητα τοῦ προϊόντος. xyxy=(28,586,276,708)
prize-amount: 3.000 xyxy=(451,1362,482,1374)
prize-amount: 50.000 xyxy=(325,1376,362,1388)
prize-amount: 3.000 xyxy=(572,1570,603,1582)
prize-amount: 3.000 xyxy=(572,1334,603,1346)
prize-amount: 3.000 xyxy=(106,1459,137,1471)
prize-amount: 5.000 xyxy=(451,1306,482,1318)
prize-amount: 3.000 xyxy=(572,1487,603,1499)
table-row xyxy=(29,1444,607,1458)
prize-amount: 3.000 xyxy=(331,1320,362,1332)
prize-amount: 5.000 xyxy=(572,1445,603,1457)
ticket-number: 37616 xyxy=(159,1237,189,1249)
